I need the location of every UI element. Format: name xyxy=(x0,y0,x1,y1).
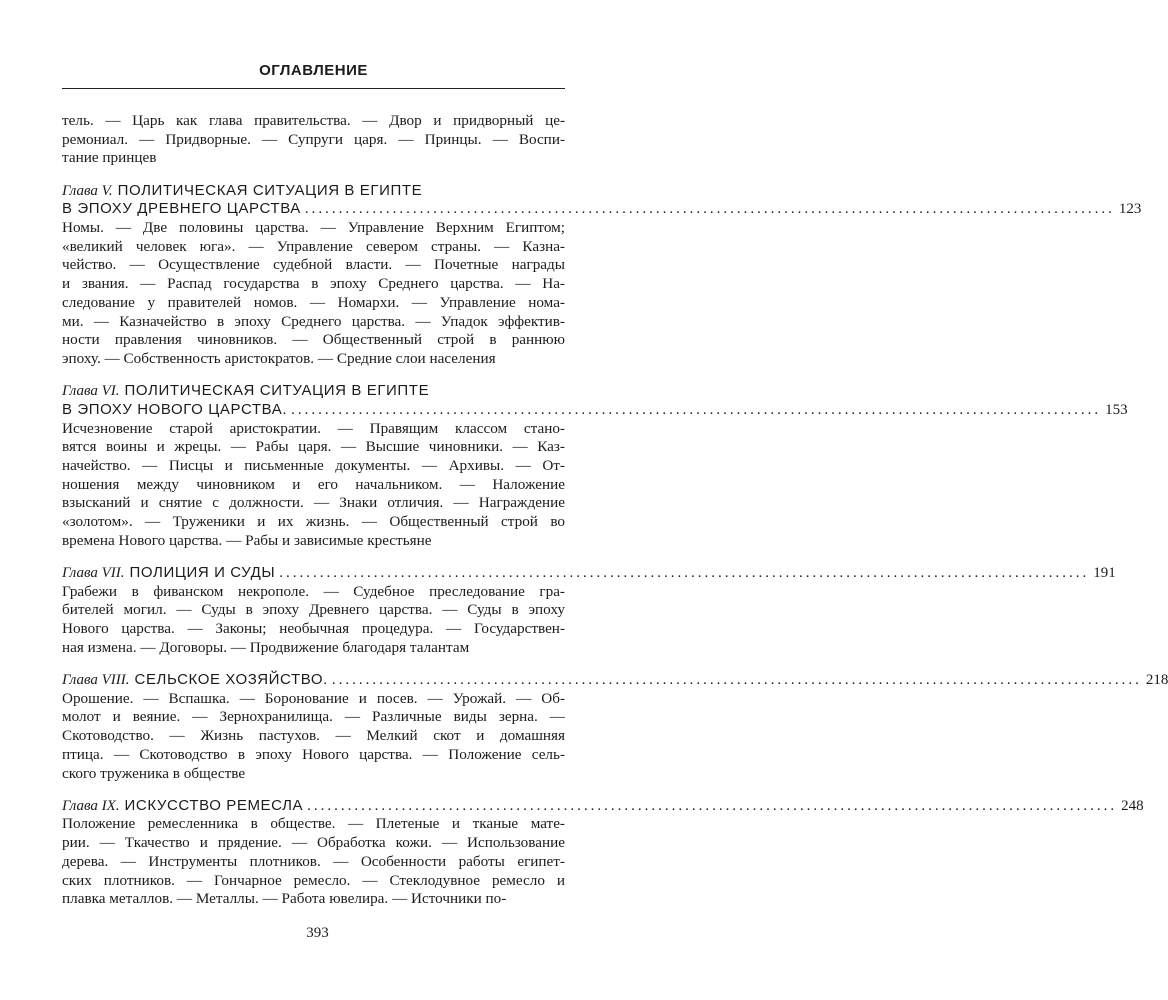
chapter-entry xyxy=(62,563,1116,658)
chapter-label: Глава VI. xyxy=(62,383,120,400)
text-line: чейство. — Осуществление судебной власти. — Почетные награды xyxy=(62,256,565,274)
text-line: эпоху. — Собственность аристократов. — Средние слои населения xyxy=(62,349,496,367)
text-line: ремониал. — Придворные. — Супруги царя. — Принцы. — Воспи- xyxy=(62,130,565,148)
text-line: Орошение. — Вспашка. — Боронование и посев. — Урожай. — Об- xyxy=(62,689,565,707)
chapter-label: Глава V. xyxy=(62,182,113,199)
text-line: Грабежи в фиванском некрополе. — Судебное преследование гра- xyxy=(62,582,565,600)
text-line: Скотоводство. — Жизнь пастухов. — Мелкий скот и домашняя xyxy=(62,727,565,745)
chapter-page: 248 xyxy=(1121,797,1144,814)
text-line: ношения между чиновником и его начальником. — Наложение xyxy=(62,475,565,493)
chapter-label: Глава IX. xyxy=(62,797,120,814)
chapter-title-line xyxy=(62,400,1128,420)
running-header: ОГЛАВЛЕНИЕ xyxy=(259,62,368,79)
text-line: «великий человек юга». — Управление севером страны. — Казна- xyxy=(62,237,565,255)
text-line: ности правления чиновников. — Общественный строй в раннюю xyxy=(62,331,565,349)
text-line: бителей могил. — Суды в эпоху Древнего царства. — Суды в эпоху xyxy=(62,601,565,619)
text-line: тель. — Царь как глава правительства. — Двор и придворный це- xyxy=(62,112,565,129)
text-line: рии. — Ткачество и прядение. — Обработка кожи. — Использование xyxy=(62,834,565,852)
chapter-title-line xyxy=(62,182,565,201)
text-line: Положение ремесленника в обществе. — Плетеные и тканые мате- xyxy=(62,815,565,833)
text-line: Нового царства. — Законы; необычная процедура. — Государствен- xyxy=(62,620,565,638)
header-rule xyxy=(62,88,565,89)
chapter-title: ИСКУССТВО РЕМЕСЛА xyxy=(124,796,304,814)
chapter-entry xyxy=(62,670,1168,783)
text-line: тание принцев xyxy=(62,149,157,167)
chapter-title: СЕЛЬСКОЕ ХОЗЯЙСТВО. xyxy=(134,670,328,688)
dot-leader: ........................................................................................................................ xyxy=(331,671,1142,688)
text-line: ских плотников. — Гончарное ремесло. — Стеклодувное ремесло и xyxy=(62,871,565,889)
text-line: Номы. — Две половины царства. — Управление Верхним Египтом; xyxy=(62,219,565,237)
page-number: 393 xyxy=(306,925,329,941)
chapter-title-line xyxy=(62,382,565,401)
text-line: времена Нового царства. — Рабы и зависимые крестьяне xyxy=(62,531,432,549)
text-line: «золотом». — Труженики и их жизнь. — Общественный строй во xyxy=(62,513,565,531)
text-line: и звания. — Распад государства в эпоху Среднего царства. — На- xyxy=(62,275,565,293)
text-line: ми. — Казначейство в эпоху Среднего царства. — Упадок эффектив- xyxy=(62,312,565,330)
chapter-entry xyxy=(62,382,1128,550)
table-of-contents xyxy=(62,112,1168,909)
chapter-title: В ЭПОХУ ДРЕВНЕГО ЦАРСТВА xyxy=(62,200,301,218)
chapter-title-line xyxy=(62,563,1116,583)
chapter-page: 218 xyxy=(1145,671,1168,688)
intro-continuation xyxy=(62,112,565,168)
chapter-page: 191 xyxy=(1093,564,1116,581)
dot-leader: ........................................................................................................................ xyxy=(279,564,1090,581)
dot-leader: ........................................................................................................................ xyxy=(304,201,1115,218)
chapter-title: ПОЛИЦИЯ И СУДЫ xyxy=(129,563,276,581)
text-line: ная измена. — Договоры. — Продвижение благодаря талантам xyxy=(62,638,470,656)
chapter-label: Глава VII. xyxy=(62,564,125,581)
text-line: взысканий и снятие с должности. — Знаки отличия. — Награждение xyxy=(62,494,565,512)
text-line: плавка металлов. — Металлы. — Работа ювелира. — Источники по- xyxy=(62,890,507,908)
text-line: птица. — Скотоводство в эпоху Нового царства. — Положение сель- xyxy=(62,745,565,763)
chapter-title-line xyxy=(62,670,1168,690)
chapter-title-line xyxy=(62,200,1142,219)
chapter-label: Глава VIII. xyxy=(62,671,130,688)
text-line: ского труженика в обществе xyxy=(62,764,246,782)
chapter-page: 123 xyxy=(1118,201,1142,218)
chapter-title: В ЭПОХУ НОВОГО ЦАРСТВА. xyxy=(62,400,288,418)
text-line: начейство. — Писцы и письменные документы. — Архивы. — От- xyxy=(62,456,565,474)
text-line: Исчезновение старой аристократии. — Правящим классом стано- xyxy=(62,419,565,437)
chapter-page: 153 xyxy=(1105,401,1128,418)
text-line: дерева. — Инструменты плотников. — Особенности работы египет- xyxy=(62,852,565,870)
chapter-entry xyxy=(62,796,1144,909)
text-line: молот и веяние. — Зернохранилища. — Различные виды зерна. — xyxy=(62,708,565,726)
dot-leader: ........................................................................................................................ xyxy=(307,797,1118,814)
chapter-title-line xyxy=(62,796,1144,816)
chapter-title: ПОЛИТИЧЕСКАЯ СИТУАЦИЯ В ЕГИПТЕ xyxy=(117,181,423,199)
text-line: следование у правителей номов. — Номархи. — Управление нома- xyxy=(62,293,565,311)
text-line: вятся воины и жрецы. — Рабы царя. — Высшие чиновники. — Каз- xyxy=(62,438,565,456)
chapter-entry xyxy=(62,181,1142,369)
chapter-title: ПОЛИТИЧЕСКАЯ СИТУАЦИЯ В ЕГИПТЕ xyxy=(124,382,430,400)
dot-leader: ........................................................................................................................ xyxy=(291,401,1102,418)
